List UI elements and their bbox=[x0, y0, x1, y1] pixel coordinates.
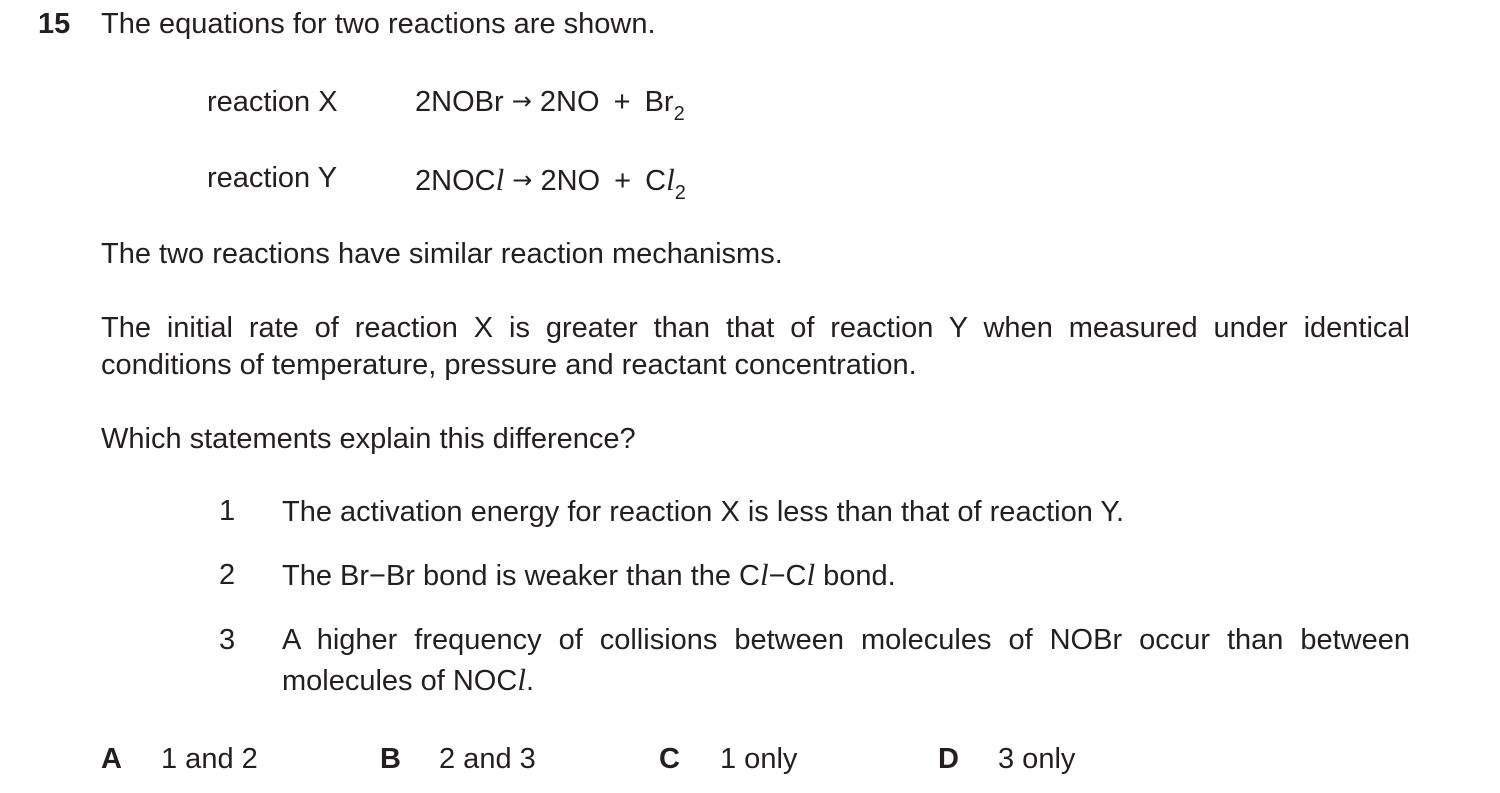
statement-2-number: 2 bbox=[219, 559, 236, 591]
rate-text-line-1: The initial rate of reaction X is greater than that of reaction Y when measured under identical bbox=[101, 312, 1410, 344]
reaction-x-label: reaction X bbox=[207, 86, 338, 118]
reaction-y-label: reaction Y bbox=[207, 162, 338, 194]
question-prompt: Which statements explain this difference? bbox=[101, 423, 636, 455]
reaction-y-plus: + bbox=[614, 165, 632, 197]
mechanism-text: The two reactions have similar reaction mechanisms. bbox=[101, 238, 783, 270]
option-b-text[interactable]: 2 and 3 bbox=[439, 743, 536, 775]
rate-text-line-2: conditions of temperature, pressure and reactant concentration. bbox=[101, 349, 917, 381]
statement-3-line-2-b: . bbox=[525, 665, 534, 697]
statement-3-line-1: A higher frequency of collisions between molecules of NOBr occur than between bbox=[282, 624, 1410, 656]
option-d[interactable] bbox=[938, 745, 959, 774]
statement-3-line-2 bbox=[282, 664, 534, 696]
statement-2-text bbox=[282, 559, 896, 591]
reaction-y-product2-base: C bbox=[645, 165, 667, 197]
reaction-x-reactant: 2NOBr bbox=[415, 86, 504, 118]
reaction-x-product2 bbox=[644, 86, 685, 125]
reaction-x-product2-subscript: 2 bbox=[673, 103, 685, 125]
reaction-y-product2 bbox=[645, 162, 686, 204]
reaction-y-arrow: → bbox=[512, 166, 533, 194]
statement-2-part-2: −C bbox=[768, 560, 807, 592]
option-d-letter: D bbox=[938, 743, 959, 775]
option-c[interactable] bbox=[659, 745, 680, 774]
reaction-x-product1: 2NO bbox=[539, 86, 600, 118]
reaction-y-equation bbox=[415, 162, 686, 204]
statement-2-l-2: l bbox=[806, 557, 816, 592]
reaction-y-product1: 2NO bbox=[540, 165, 601, 197]
option-d-text[interactable]: 3 only bbox=[998, 743, 1076, 775]
reaction-x-arrow: → bbox=[511, 87, 532, 115]
reaction-y-reactant-base: 2NOC bbox=[415, 165, 496, 197]
reaction-y-reactant bbox=[415, 162, 505, 197]
statement-2-l-1: l bbox=[759, 557, 769, 592]
option-b-letter: B bbox=[380, 743, 401, 775]
statement-3-line-2-a: molecules of NOC bbox=[282, 665, 518, 697]
option-a-text[interactable]: 1 and 2 bbox=[161, 743, 258, 775]
option-c-text[interactable]: 1 only bbox=[720, 743, 798, 775]
reaction-x-equation bbox=[415, 86, 685, 125]
reaction-y-reactant-l: l bbox=[495, 162, 505, 197]
option-c-letter: C bbox=[659, 743, 680, 775]
question-number: 15 bbox=[38, 8, 71, 40]
reaction-x-product2-base: Br bbox=[644, 86, 674, 118]
statement-1-number: 1 bbox=[219, 495, 236, 527]
option-a[interactable] bbox=[101, 745, 122, 774]
statement-3-line-2-l: l bbox=[517, 662, 526, 697]
reaction-y-product2-subscript: 2 bbox=[674, 182, 686, 204]
statement-1-text: The activation energy for reaction X is less than that of reaction Y. bbox=[282, 496, 1125, 528]
option-a-letter: A bbox=[101, 743, 122, 775]
statement-3-number: 3 bbox=[219, 624, 236, 656]
option-b[interactable] bbox=[380, 745, 401, 774]
reaction-y-product2-l: l bbox=[666, 162, 675, 197]
reaction-x-plus: + bbox=[613, 86, 631, 118]
statement-2-part-1: The Br−Br bond is weaker than the C bbox=[282, 560, 760, 592]
statement-2-part-3: bond. bbox=[815, 560, 896, 592]
question-intro: The equations for two reactions are shown. bbox=[101, 8, 656, 40]
